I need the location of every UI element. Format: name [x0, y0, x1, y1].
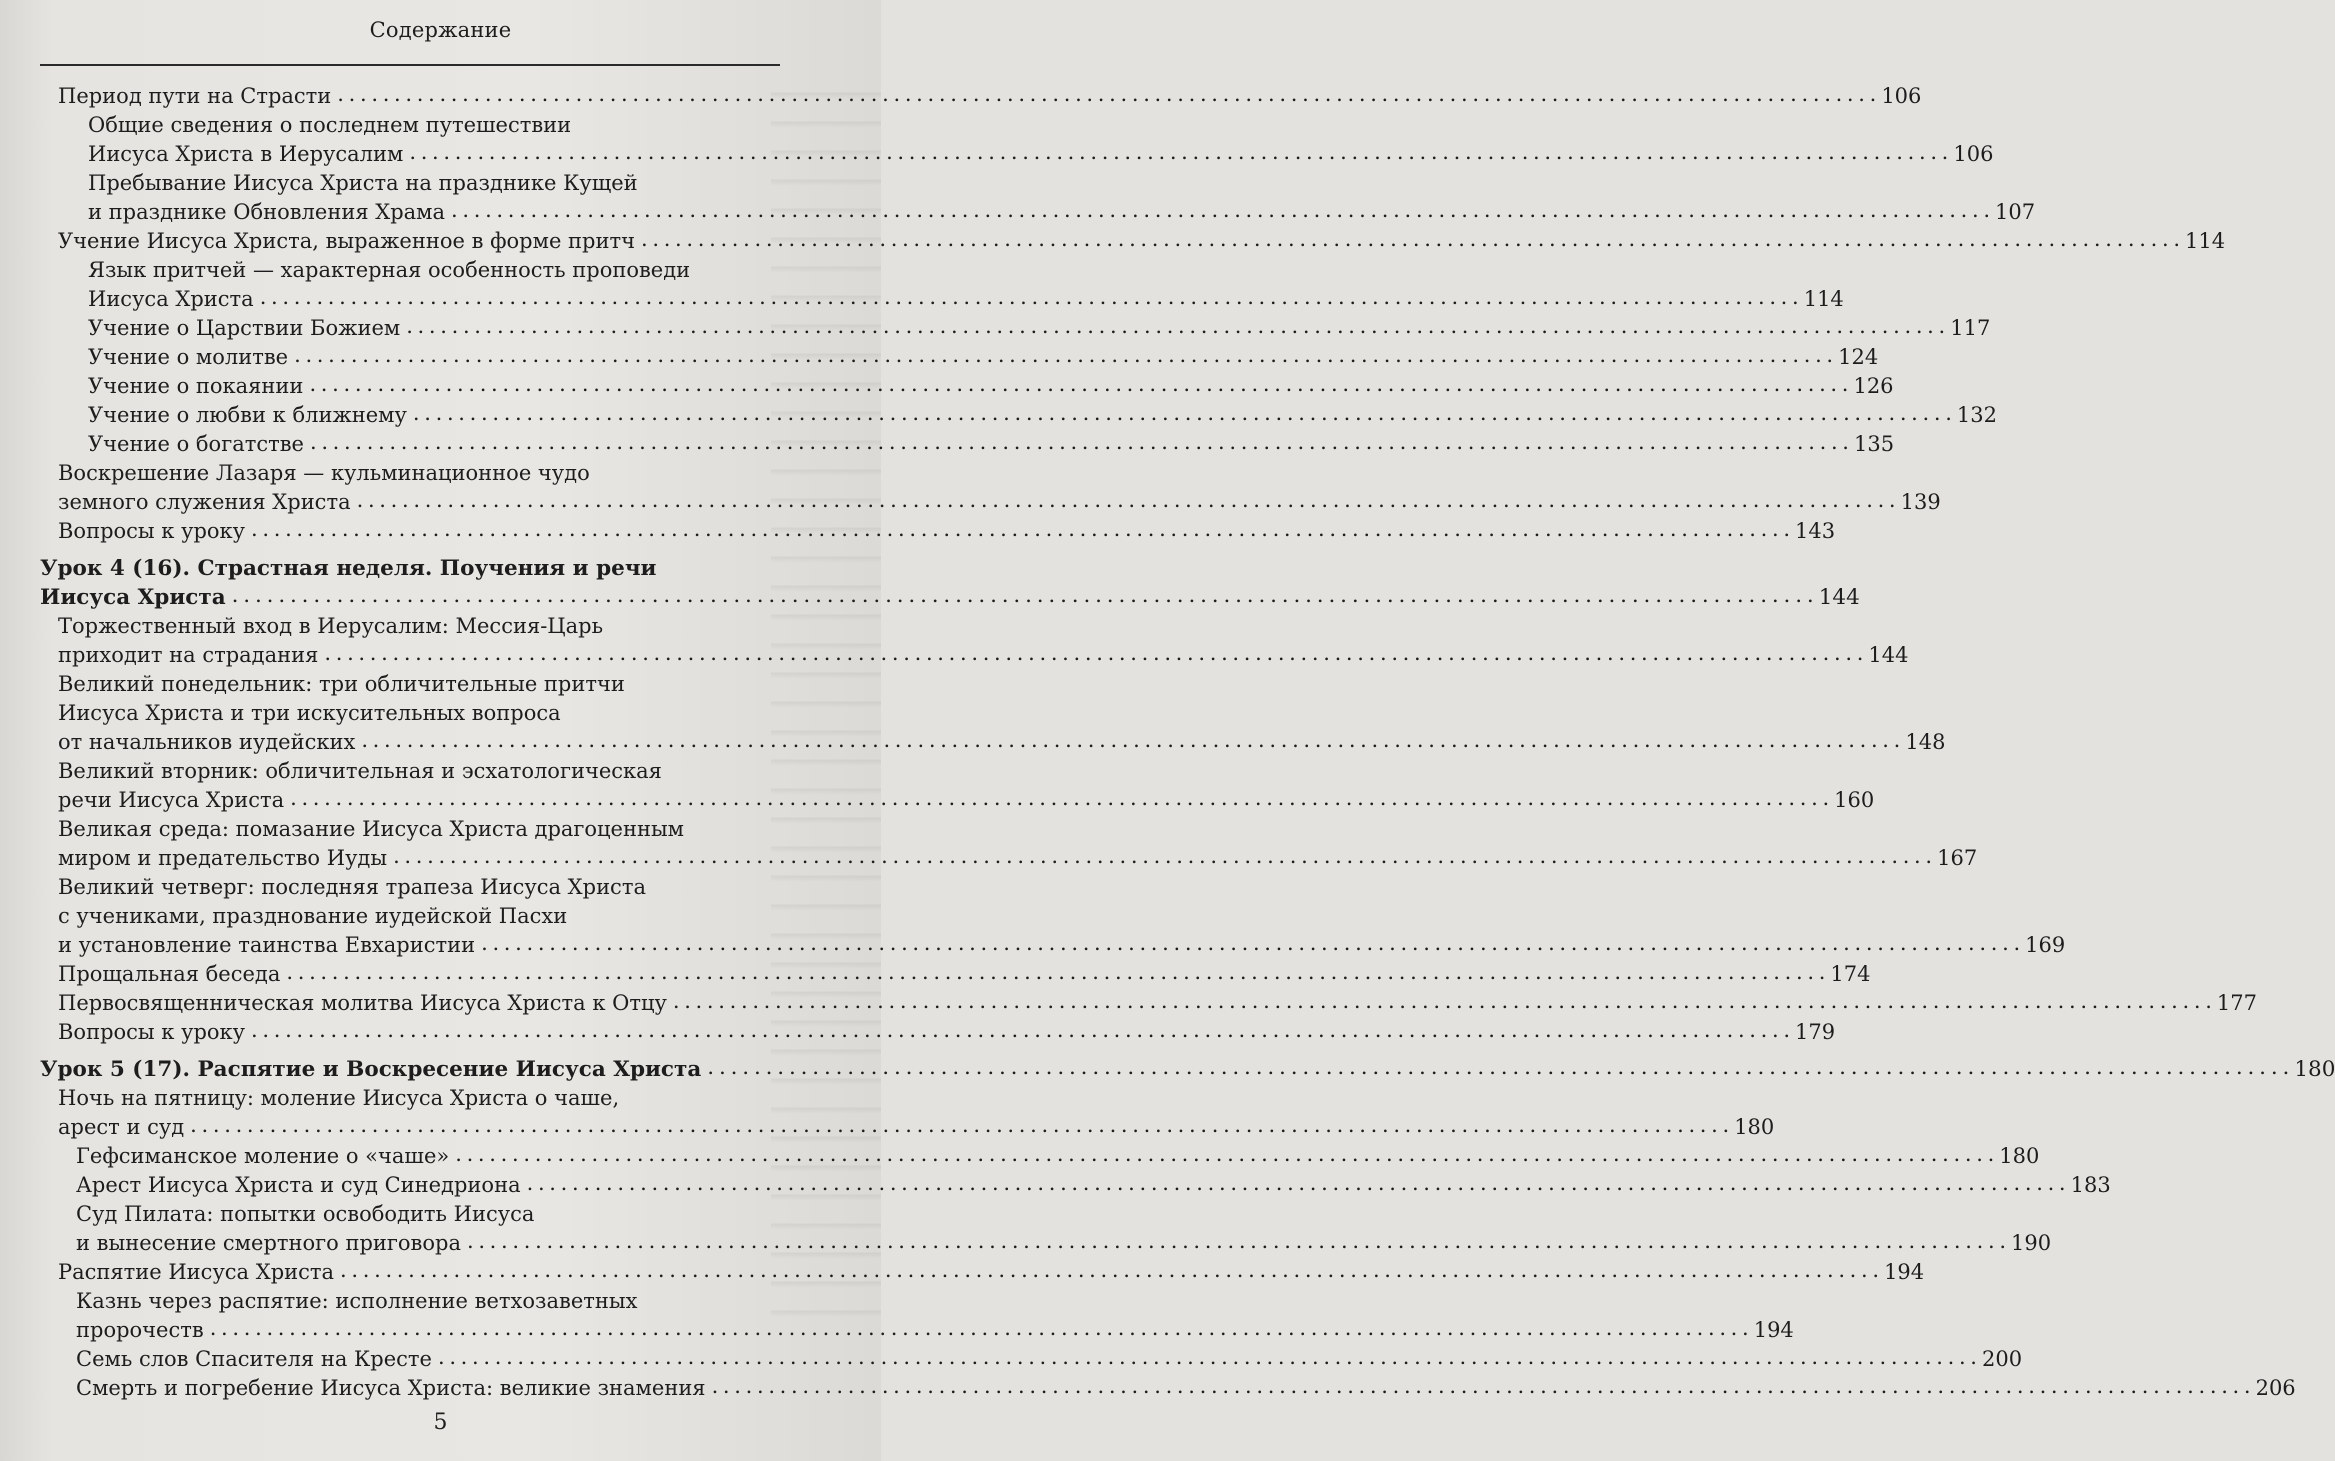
- toc-entry: [40, 111, 1994, 169]
- toc-entry-text: речи Иисуса Христа: [58, 788, 285, 812]
- toc-page-number: 144: [1818, 585, 1860, 610]
- toc-lesson-heading: [40, 554, 1860, 612]
- toc-entry: [40, 517, 1836, 546]
- toc-page-number: 114: [2185, 229, 2226, 253]
- toc-entry-text: Смерть и погребение Иисуса Христа: великие знамения: [76, 1376, 706, 1400]
- dot-leader: [361, 728, 1899, 752]
- dot-leader: [641, 227, 2179, 251]
- toc-page-number: 194: [1753, 1318, 1794, 1342]
- toc-page-number: 135: [1853, 432, 1895, 456]
- toc-page-number: 144: [1868, 643, 1909, 667]
- toc-entry-text: Общие сведения о последнем путешествии: [88, 113, 572, 137]
- toc-lesson-heading: [40, 1055, 2335, 1084]
- toc-entry: [40, 1345, 2023, 1374]
- toc-entry: [40, 1374, 2296, 1403]
- toc-page-number: 180: [1734, 1115, 1775, 1139]
- toc-entry-text: Торжественный вход в Иерусалим: Мессия-Царь: [58, 614, 604, 638]
- dot-leader: [455, 1142, 1993, 1166]
- dot-leader: [406, 314, 1944, 338]
- toc-entry-text: Вопросы к уроку: [58, 519, 246, 543]
- dot-leader: [290, 786, 1828, 810]
- dot-leader: [260, 285, 1798, 309]
- toc-entry-text: от начальников иудейских: [58, 730, 356, 754]
- toc-entry-text: Великий вторник: обличительная и эсхатологическая: [58, 759, 662, 783]
- toc-entry: [40, 873, 2066, 960]
- toc-page-number: 117: [1950, 316, 1991, 340]
- dot-leader: [310, 430, 1848, 454]
- dot-leader: [232, 583, 1813, 608]
- toc-page-number: 139: [1900, 490, 1941, 514]
- toc-entry-text: и празднике Обновления Храма: [88, 200, 446, 224]
- toc-entry-text: Распятие Иисуса Христа: [58, 1260, 335, 1284]
- toc-entry: [40, 82, 1922, 111]
- dot-leader: [357, 488, 1895, 512]
- toc-entry: [40, 1171, 2111, 1200]
- toc-entry-text: Иисуса Христа: [88, 287, 254, 311]
- dot-leader: [337, 82, 1875, 106]
- toc-entry: [40, 430, 1895, 459]
- toc-page-number: 180: [2294, 1057, 2335, 1082]
- toc-entry-text: Язык притчей — характерная особенность проповеди: [88, 258, 691, 282]
- toc-entry-text: Иисуса Христа в Иерусалим: [88, 142, 404, 166]
- toc-page-number: 180: [1999, 1144, 2040, 1168]
- toc-page-number: 174: [1830, 962, 1871, 986]
- toc-page-number: 179: [1795, 1020, 1836, 1044]
- toc-entry-text: Вопросы к уроку: [58, 1020, 246, 1044]
- toc-page-number: 106: [1881, 84, 1922, 108]
- toc-entry-text: пророчеств: [76, 1318, 204, 1342]
- toc-entry-text: Семь слов Спасителя на Кресте: [76, 1347, 432, 1371]
- dot-leader: [286, 960, 1824, 984]
- dot-leader: [451, 198, 1989, 222]
- toc-entry: [40, 1018, 1836, 1047]
- dot-leader: [393, 844, 1931, 868]
- toc-entry-text: Казнь через распятие: исполнение ветхозаветных: [76, 1289, 638, 1313]
- header-rule: [40, 64, 780, 66]
- dot-leader: [673, 989, 2211, 1013]
- toc-entry: [40, 401, 1997, 430]
- toc-page-number: 194: [1884, 1260, 1925, 1284]
- toc-page-number: 132: [1956, 403, 1997, 427]
- page-number: 5: [433, 1410, 448, 1435]
- dot-leader: [438, 1345, 1976, 1369]
- toc-entry-text: Воскрешение Лазаря — кульминационное чудо: [58, 461, 590, 485]
- toc-page-number: 177: [2216, 991, 2257, 1015]
- dot-leader: [413, 401, 1951, 425]
- toc-entry: [40, 670, 1946, 757]
- dot-leader: [294, 343, 1832, 367]
- toc-entry-text: миром и предательство Иуды: [58, 846, 388, 870]
- toc-page-number: 200: [1981, 1347, 2023, 1371]
- toc-entry-text: Гефсиманское моление о «чаше»: [76, 1144, 450, 1168]
- toc-entry: [40, 989, 2257, 1018]
- toc-page-number: 169: [2025, 933, 2066, 957]
- toc-entry-text: Учение о Царствии Божием: [88, 316, 401, 340]
- toc-page-number: 206: [2255, 1376, 2296, 1400]
- toc-entry-text: Иисуса Христа и три искусительных вопроса: [58, 701, 561, 725]
- toc-page-number: 183: [2070, 1173, 2111, 1197]
- toc-entry: [40, 960, 1871, 989]
- toc-entry-text: Период пути на Страсти: [58, 84, 332, 108]
- running-head: Содержание: [369, 18, 512, 42]
- dot-leader: [467, 1229, 2005, 1253]
- toc-entry-text: Арест Иисуса Христа и суд Синедриона: [76, 1173, 521, 1197]
- dot-leader: [481, 931, 2019, 955]
- toc-page-number: 107: [1995, 200, 2036, 224]
- dot-leader: [210, 1316, 1748, 1340]
- show-through-text: [771, 70, 881, 1330]
- toc-entry-text: Учение о любви к ближнему: [88, 403, 407, 427]
- toc-entry-text: Ночь на пятницу: моление Иисуса Христа о чаше,: [58, 1086, 620, 1110]
- toc-page-number: 167: [1937, 846, 1978, 870]
- toc-entry: [40, 1142, 2040, 1171]
- dot-leader: [251, 517, 1789, 541]
- dot-leader: [324, 641, 1862, 665]
- toc-entry-text: и установление таинства Евхаристии: [58, 933, 476, 957]
- toc-entry: [40, 1084, 1775, 1142]
- toc-page-number: 160: [1834, 788, 1875, 812]
- toc-entry-text: Урок 5 (17). Распятие и Воскресение Иисуса Христа: [40, 1057, 702, 1082]
- toc-entry: [40, 227, 2226, 256]
- toc-entry-text: Великая среда: помазание Иисуса Христа драгоценным: [58, 817, 685, 841]
- dot-leader: [712, 1374, 2250, 1398]
- toc-entry-text: Учение Иисуса Христа, выраженное в форме притч: [58, 229, 635, 253]
- toc-entry-text: земного служения Христа: [58, 490, 351, 514]
- toc-entry-text: Суд Пилата: попытки освободить Иисуса: [76, 1202, 535, 1226]
- toc-entry-text: и вынесение смертного приговора: [76, 1231, 461, 1255]
- toc-page-number: 143: [1795, 519, 1836, 543]
- toc-entry: [40, 256, 1844, 314]
- toc-entry-text: Первосвященническая молитва Иисуса Христа к Отцу: [58, 991, 667, 1015]
- toc-entry-text: Прощальная беседа: [58, 962, 281, 986]
- toc-entry: [40, 169, 2036, 227]
- toc-entry-text: арест и суд: [58, 1115, 185, 1139]
- dot-leader: [190, 1113, 1728, 1137]
- toc-entry: [40, 459, 1941, 517]
- toc-entry-text: Учение о богатстве: [88, 432, 304, 456]
- dot-leader: [707, 1055, 2288, 1080]
- toc-entry: [40, 1200, 2052, 1258]
- toc-entry: [40, 1287, 1794, 1345]
- dot-leader: [409, 140, 1947, 164]
- toc-entry-text: Великий понедельник: три обличительные притчи: [58, 672, 625, 696]
- toc-entry-text: с учениками, празднование иудейской Пасхи: [58, 904, 568, 928]
- toc-entry-text: Учение о покаянии: [88, 374, 304, 398]
- toc-page-number: 124: [1838, 345, 1879, 369]
- dot-leader: [309, 372, 1847, 396]
- toc-entry: [40, 1258, 1925, 1287]
- toc-page-number: 190: [2011, 1231, 2052, 1255]
- toc-entry-text: Иисуса Христа: [40, 585, 226, 610]
- dot-leader: [340, 1258, 1878, 1282]
- dot-leader: [251, 1018, 1789, 1042]
- dot-leader: [527, 1171, 2065, 1195]
- toc-entry: [40, 815, 1978, 873]
- toc-entry: [40, 372, 1894, 401]
- toc-entry: [40, 343, 1879, 372]
- toc-entry: [40, 612, 1909, 670]
- toc-entry-text: Великий четверг: последняя трапеза Иисуса Христа: [58, 875, 646, 899]
- toc-page-number: 114: [1803, 287, 1844, 311]
- toc-entry-text: приходит на страдания: [58, 643, 319, 667]
- toc-page-number: 106: [1953, 142, 1994, 166]
- toc-page-number: 148: [1905, 730, 1946, 754]
- toc-entry-text: Урок 4 (16). Страстная неделя. Поучения и речи: [40, 556, 657, 581]
- toc-page-number: 126: [1853, 374, 1894, 398]
- toc-entry-text: Учение о молитве: [88, 345, 289, 369]
- toc-entry-text: Пребывание Иисуса Христа на празднике Кущей: [88, 171, 638, 195]
- toc-entry: [40, 757, 1875, 815]
- table-of-contents: [40, 82, 2335, 1403]
- toc-entry: [40, 314, 1991, 343]
